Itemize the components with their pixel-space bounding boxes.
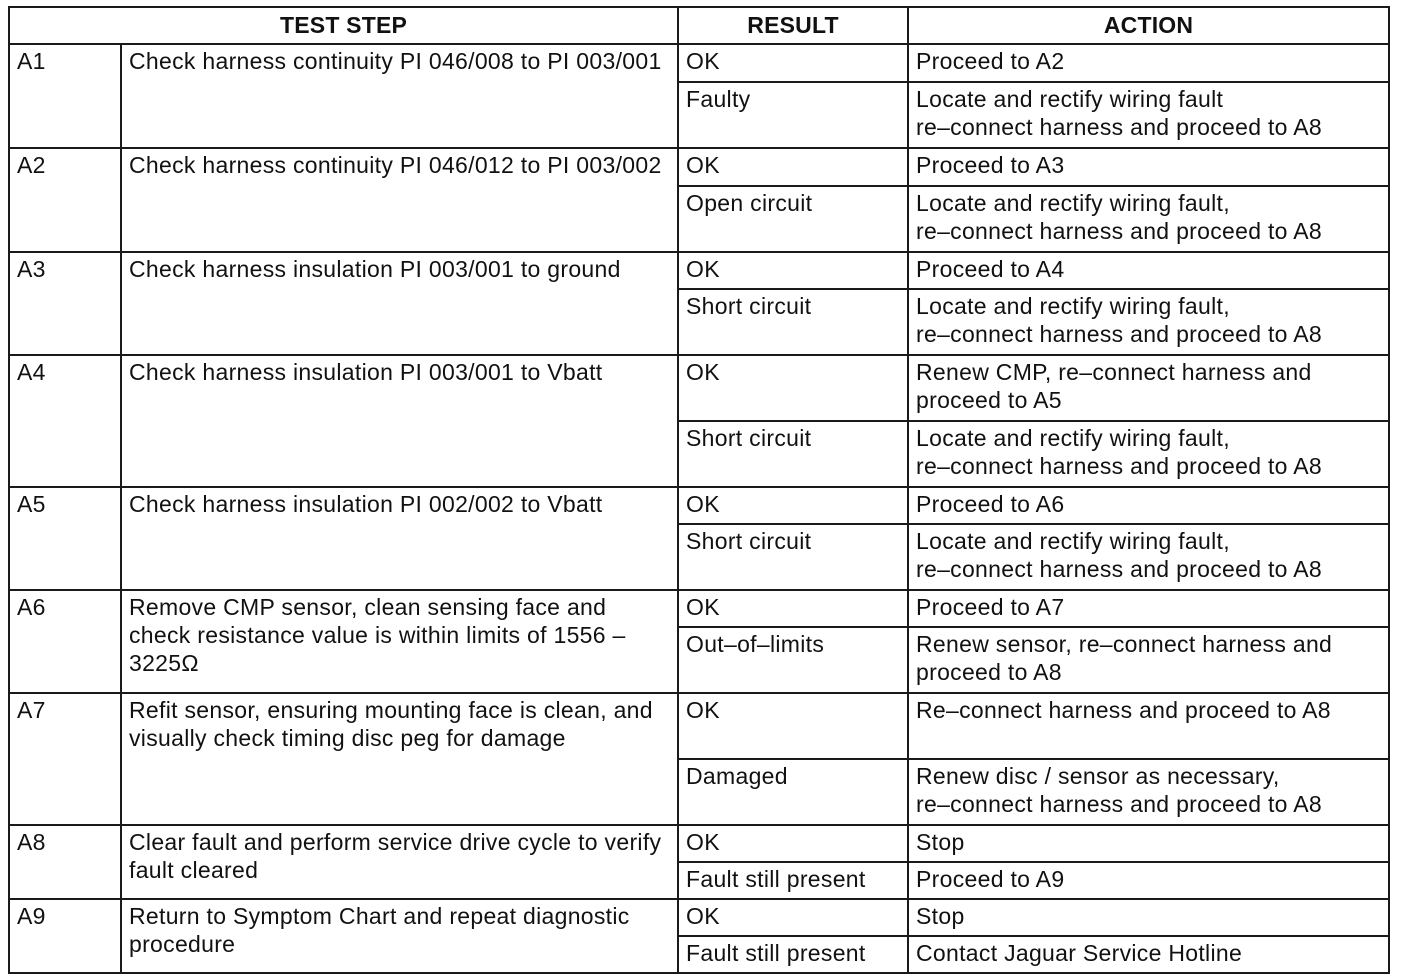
action-cell: Renew CMP, re–connect harness and proceed to A5 — [908, 355, 1389, 421]
step-id: A2 — [9, 148, 121, 252]
result-cell: Fault still present — [678, 936, 908, 973]
step-description: Refit sensor, ensuring mounting face is clean, and visually check timing disc peg for damage — [121, 693, 678, 825]
table-row — [9, 825, 1389, 862]
table-row — [9, 899, 1389, 936]
table-row — [9, 252, 1389, 289]
table-row — [9, 148, 1389, 186]
header-action: ACTION — [908, 7, 1389, 44]
step-id: A1 — [9, 44, 121, 148]
result-cell: OK — [678, 252, 908, 289]
step-id: A5 — [9, 487, 121, 590]
step-description: Check harness insulation PI 002/002 to Vbatt — [121, 487, 678, 590]
step-description: Check harness insulation PI 003/001 to ground — [121, 252, 678, 355]
table-header-row — [9, 7, 1389, 44]
action-cell: Locate and rectify wiring fault, re–connect harness and proceed to A8 — [908, 186, 1389, 252]
result-cell: Fault still present — [678, 862, 908, 899]
result-cell: Short circuit — [678, 421, 908, 487]
step-description: Check harness continuity PI 046/012 to PI 003/002 — [121, 148, 678, 252]
action-cell: Locate and rectify wiring fault re–connect harness and proceed to A8 — [908, 82, 1389, 148]
action-cell: Locate and rectify wiring fault, re–connect harness and proceed to A8 — [908, 421, 1389, 487]
result-cell: Short circuit — [678, 289, 908, 355]
action-cell: Proceed to A7 — [908, 590, 1389, 627]
action-cell: Stop — [908, 899, 1389, 936]
table-row — [9, 693, 1389, 759]
table-row — [9, 590, 1389, 627]
step-id: A7 — [9, 693, 121, 825]
result-cell: Short circuit — [678, 524, 908, 590]
action-cell: Proceed to A6 — [908, 487, 1389, 524]
step-id: A6 — [9, 590, 121, 693]
result-cell: OK — [678, 487, 908, 524]
step-description: Check harness insulation PI 003/001 to Vbatt — [121, 355, 678, 487]
step-id: A4 — [9, 355, 121, 487]
action-cell: Re–connect harness and proceed to A8 — [908, 693, 1389, 759]
action-cell: Renew sensor, re–connect harness and proceed to A8 — [908, 627, 1389, 693]
step-description: Remove CMP sensor, clean sensing face and check resistance value is within limits of 1556 – 3225Ω — [121, 590, 678, 693]
result-cell: Faulty — [678, 82, 908, 148]
result-cell: OK — [678, 355, 908, 421]
action-cell: Renew disc / sensor as necessary, re–connect harness and proceed to A8 — [908, 759, 1389, 825]
diagnostic-table — [8, 6, 1390, 974]
action-cell: Proceed to A4 — [908, 252, 1389, 289]
result-cell: OK — [678, 825, 908, 862]
result-cell: OK — [678, 693, 908, 759]
step-description: Check harness continuity PI 046/008 to PI 003/001 — [121, 44, 678, 148]
header-result: RESULT — [678, 7, 908, 44]
diagnostic-document — [8, 6, 1388, 974]
result-cell: Damaged — [678, 759, 908, 825]
table-row — [9, 355, 1389, 421]
step-id: A3 — [9, 252, 121, 355]
step-id: A8 — [9, 825, 121, 899]
action-cell: Proceed to A2 — [908, 44, 1389, 82]
table-row — [9, 487, 1389, 524]
step-description: Clear fault and perform service drive cycle to verify fault cleared — [121, 825, 678, 899]
action-cell: Proceed to A9 — [908, 862, 1389, 899]
step-description: Return to Symptom Chart and repeat diagnostic procedure — [121, 899, 678, 973]
table-row — [9, 44, 1389, 82]
action-cell: Locate and rectify wiring fault, re–connect harness and proceed to A8 — [908, 524, 1389, 590]
result-cell: Open circuit — [678, 186, 908, 252]
result-cell: OK — [678, 899, 908, 936]
result-cell: OK — [678, 590, 908, 627]
result-cell: Out–of–limits — [678, 627, 908, 693]
action-cell: Contact Jaguar Service Hotline — [908, 936, 1389, 973]
header-test-step: TEST STEP — [9, 7, 678, 44]
action-cell: Locate and rectify wiring fault, re–connect harness and proceed to A8 — [908, 289, 1389, 355]
result-cell: OK — [678, 44, 908, 82]
action-cell: Stop — [908, 825, 1389, 862]
action-cell: Proceed to A3 — [908, 148, 1389, 186]
result-cell: OK — [678, 148, 908, 186]
step-id: A9 — [9, 899, 121, 973]
